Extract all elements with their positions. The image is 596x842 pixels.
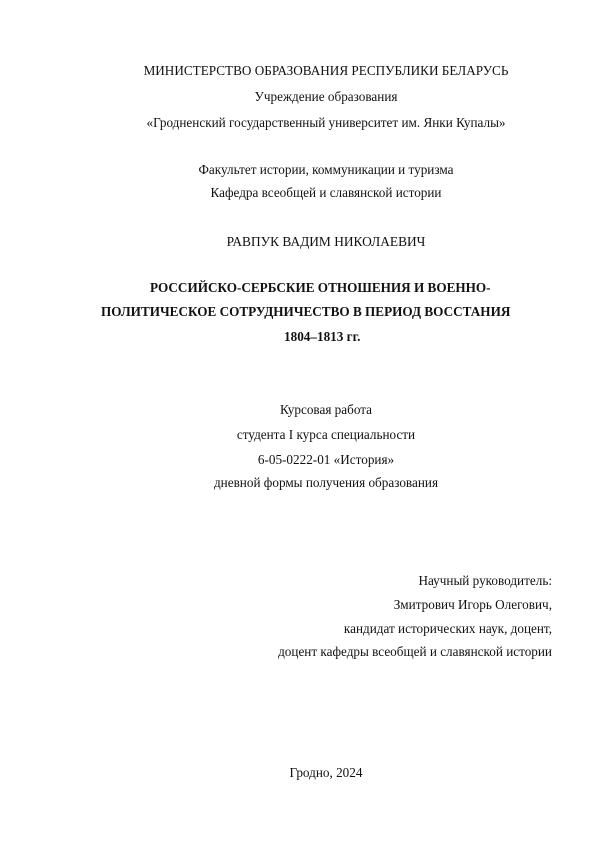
work-type: Курсовая работа [279,402,373,417]
faculty-name: Факультет истории, коммуникации и туризма [198,162,454,177]
work-title-line-2: ПОЛИТИЧЕСКОЕ СОТРУДНИЧЕСТВО В ПЕРИОД ВОССТАНИЯ [101,304,511,319]
specialty-line: 6-05-0222-01 «История» [257,452,395,467]
university-name: «Гродненский государственный университет им. Янки Купалы» [146,115,506,130]
place-and-year: Гродно, 2024 [289,765,363,780]
supervisor-position: доцент кафедры всеобщей и славянской истории [278,644,552,659]
study-form-line: дневной формы получения образования [213,475,439,490]
author-name: РАВПУК ВАДИМ НИКОЛАЕВИЧ [226,234,426,249]
student-line: студента I курса специальности [236,427,416,442]
department-name: Кафедра всеобщей и славянской истории [210,185,442,200]
work-title-line-3: 1804–1813 гг. [284,329,361,344]
supervisor-label: Научный руководитель: [418,573,552,588]
ministry-heading: МИНИСТЕРСТВО ОБРАЗОВАНИЯ РЕСПУБЛИКИ БЕЛАРУСЬ [143,63,509,78]
work-title-line-1: РОССИЙСКО-СЕРБСКИЕ ОТНОШЕНИЯ И ВОЕННО- [150,280,491,295]
supervisor-name: Змитрович Игорь Олегович, [393,597,552,612]
institution-type: Учреждение образования [254,89,398,104]
supervisor-degree: кандидат исторических наук, доцент, [343,621,552,636]
